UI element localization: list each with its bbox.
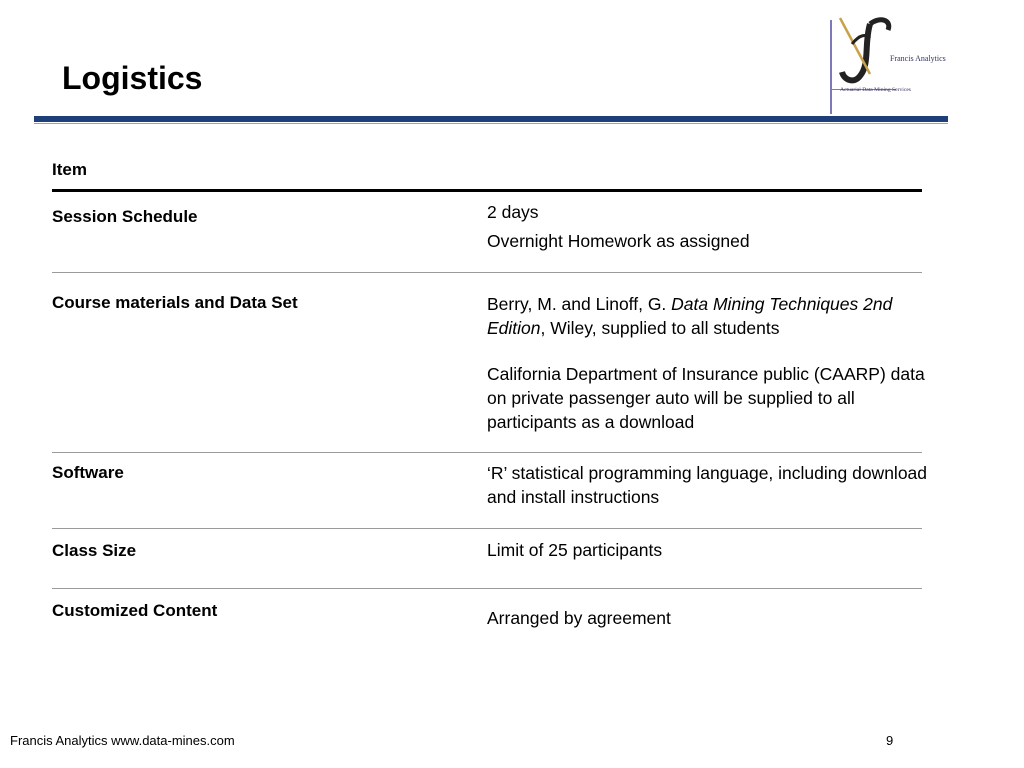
row-label-customized-content: Customized Content bbox=[52, 601, 218, 620]
row-value-course-materials bbox=[487, 292, 927, 434]
row-divider bbox=[52, 452, 922, 453]
row-value-customized-content: Arranged by agreement bbox=[487, 608, 671, 628]
title-divider-shadow bbox=[34, 123, 948, 124]
table-header-item: Item bbox=[52, 160, 87, 179]
data-set-note: California Department of Insurance public (CAARP) data on private passenger auto will be supplied to all participants as a download bbox=[487, 364, 925, 432]
book-citation bbox=[487, 292, 927, 340]
schedule-line-2: Overnight Homework as assigned bbox=[487, 231, 750, 251]
row-value-class-size: Limit of 25 participants bbox=[487, 540, 663, 560]
book-authors: Berry, M. and Linoff, G. bbox=[487, 294, 672, 314]
slide-title: Logistics bbox=[62, 60, 203, 96]
company-logo bbox=[826, 14, 960, 116]
row-label-class-size: Class Size bbox=[52, 541, 137, 560]
table-header-rule bbox=[52, 189, 922, 192]
footer-company-website: Francis Analytics www.data-mines.com bbox=[10, 733, 235, 748]
logo-tagline: Actuarial Data Mining Services bbox=[840, 87, 911, 93]
logo-company-name: Francis Analytics bbox=[890, 54, 946, 63]
row-label-session-schedule: Session Schedule bbox=[52, 207, 198, 226]
logo-mark-icon bbox=[830, 14, 900, 92]
row-divider bbox=[52, 272, 922, 273]
book-title: Data Mining Techniques 2nd Edition bbox=[487, 294, 893, 338]
page-number: 9 bbox=[886, 733, 894, 748]
row-label-software: Software bbox=[52, 463, 124, 482]
row-value-software: ‘R’ statistical programming language, including download and install instructions bbox=[487, 463, 928, 507]
book-publisher: , Wiley, supplied to all students bbox=[540, 318, 780, 338]
row-value-session-schedule bbox=[487, 200, 927, 253]
row-divider bbox=[52, 528, 922, 529]
schedule-line-1: 2 days bbox=[487, 202, 539, 222]
logo-vertical-line bbox=[830, 20, 832, 114]
row-divider bbox=[52, 588, 922, 589]
title-divider bbox=[34, 116, 948, 122]
row-label-course-materials: Course materials and Data Set bbox=[52, 293, 298, 312]
